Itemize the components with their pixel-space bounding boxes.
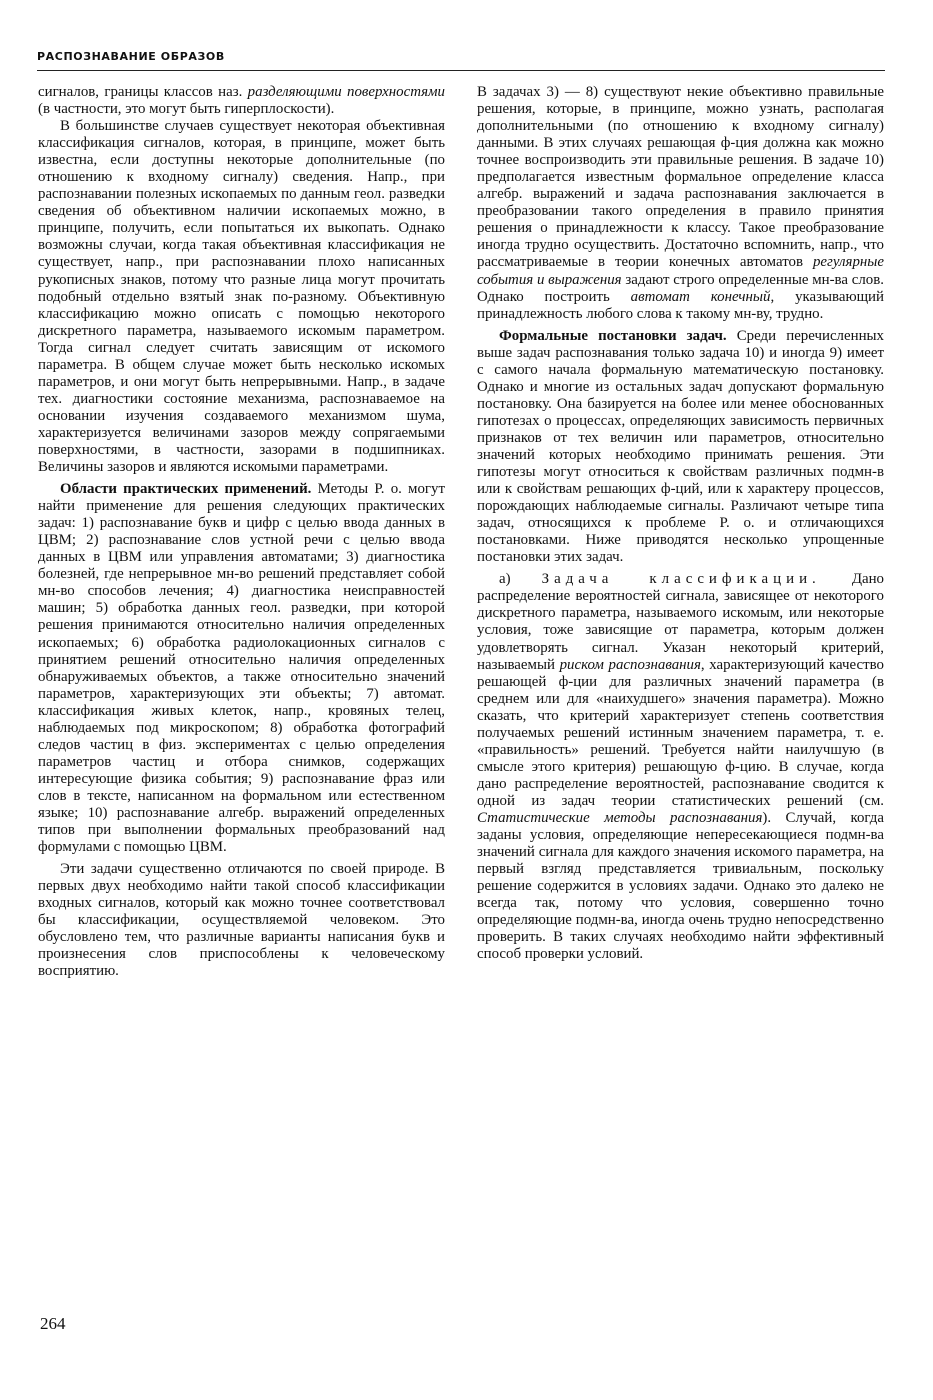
page-number: 264	[40, 1314, 66, 1333]
term-regular-events[interactable]: регулярные события и выражения	[477, 254, 884, 288]
right-column	[477, 84, 884, 963]
paragraph-classification-task: а) Задача классификации. Дано распределение вероятностей сигнала, зависящее от некоторого дискретного параметра, называемого искомым, или некоторые условия, тоже зависящие от параметра, которым должен удовлетворять сигнал. Указан некоторый критерий, называемый риском распознавания, характеризующий качество решающей ф-ции для различных значений параметра (в среднем или для «наихудшего» значения параметра). Можно сказать, что критерий характеризует степень соответствия получаемых решений истинным значением параметра, т. е. «правильность» решений. Требуется найти наилучшую (в смысле этого критерия) решающую ф-цию. В случае, когда дано распределение вероятностей, распознавание сводится к одной из задач теории статистических решений (см. Статистические методы распознавания). Случай, когда заданы условия, определяющие непересекающиеся подмн-ва значений сигнала для каждого значения искомого параметра, на первый взгляд представляется тривиальным, поскольку решение содержится в условиях задачи. Однако это далеко не всегда так, потому что условия, совершенно точно определяющие подмн-ва, иногда очень трудно непосредственно проверить. В таких случаях необходимо найти эффективный способ проверки условий.	[477, 571, 884, 963]
paragraph-formal-statements: Формальные постановки задач. Среди перечисленных выше задач распознавания только задача 10) и иногда 9) имеет с самого начала формальную математическую постановку. Однако и многие из остальных задач допускают формальную постановку. Она базируется на более или менее обоснованных гипотезах о процессах, определяющих зависимость первичных признаков от тех величин или параметров, относительно значений которых необходимо принимать решения. Эти гипотезы могут относиться к свойствам различных подмн-в или к свойствам решающих ф-ций, или к характеру процессов, порождающих наблюдаемые сигналы. Различают четыре типа задач, относящихся к проблеме Р. о. и отличающихся постановками. Ниже приводятся несколько упрощенные постановки этих задач.	[477, 327, 884, 566]
section-heading-applications: Области практических применений.	[60, 481, 312, 498]
paragraph-objective-classification: В большинстве случаев существует некоторая объективная классификация сигналов, которая, в принципе, может быть известна, если доступны некоторые дополнительные (по отношению к входному сигналу) сведения. Напр., при распознавании полезных ископаемых по данным геол. разведки сведения об объективном наличии ископаемых можно, в принципе, получить, если попытаться их выкопать. Однако возможны случаи, когда такая объективная классификация не существует, напр., при распознавании плохо написанных рукописных знаков, потому что разные лица могут прочитать подобный отдельно взятый знак по-разному. Объективную классификацию можно описать с помощью некоторого дискретного параметра, называемого искомым параметром. Тогда сигнал следует считать зависящим от искомого параметра. В общем случае может быть несколько искомых параметров, и они могут быть непрерывными. Напр., в задаче тех. диагностики состояние механизма, распознаваемое на основании изучения создаваемого механизмом шума, характеризуется величинами зазоров между сопрягаемыми поверхностями, в частности, зазорами в подшипниках. Величины зазоров и являются искомыми параметрами.	[38, 118, 445, 476]
header-rule	[37, 70, 885, 71]
subheading-classification-task: Задача классификации.	[541, 571, 821, 588]
term-separating-surfaces[interactable]: разделяющими поверхностями	[247, 84, 445, 100]
left-column	[38, 84, 445, 980]
paragraph-separating-surfaces: сигналов, границы классов наз. разделяющими поверхностями (в частности, это могут быть гиперплоскости).	[38, 84, 445, 118]
section-heading-formal-statements: Формальные постановки задач.	[499, 327, 727, 344]
paragraph-objective-solutions: В задачах 3) — 8) существуют некие объективно правильные решения, которые, в принципе, можно узнать, располагая дополнительными (по отношению к входному сигналу) данными. В этих случаях решающая ф-ция должна как можно точнее воспроизводить эти правильные решения. В задаче 10) предполагается известным формальное определение класса алгебр. выражений и задача распознавания заключается в преобразовании такого определения в правило принятия решения о принадлежности к классу. Такое преобразование иногда трудно осуществить. Достаточно вспомнить, напр., что рассматриваемые в теории конечных автоматов регулярные события и выражения задают строго определенные мн-ва слов. Однако построить автомат конечный, указывающий принадлежность любого слова к такому мн-ву, трудно.	[477, 84, 884, 322]
paragraph-task-differences: Эти задачи существенно отличаются по своей природе. В первых двух необходимо найти такой способ классификации входных сигналов, который как можно точнее соответствовал бы классификации, осуществляемой человеком. Это обусловлено тем, что различные варианты написания букв и произнесения слов приспособлены к человеческому восприятию.	[38, 861, 445, 980]
running-header: РАСПОЗНАВАНИЕ ОБРАЗОВ	[37, 50, 225, 63]
term-finite-automaton[interactable]: автомат конечный	[630, 288, 771, 305]
term-recognition-risk[interactable]: риском распознавания	[559, 656, 701, 673]
term-statistical-methods[interactable]: Статистические методы распознавания	[477, 809, 763, 826]
paragraph-applications: Области практических применений. Методы Р. о. могут найти применение для решения следующих практических задач: 1) распознавание букв и цифр с целью ввода данных в ЦВМ; 2) распознавание слов устной речи с целью ввода данных в ЦВМ или управления автоматами; 3) диагностика болезней, где непрерывное мн-во решений представляет собой мн-во способов лечения; 4) диагностика неисправностей машин; 5) обработка данных геол. разведки, при которой решения принимаются относительно наличия определенных ископаемых; 6) обработка радиолокационных сигналов с принятием решений относительно наличия определенных обнаруживаемых объектов, а также относительно значений параметров, характеризующих эти объекты; 7) автомат. классификация живых клеток, напр., кровяных телец, наблюдаемых под микроскопом; 8) обработка фотографий следов частиц в физ. экспериментах с целью определения параметров частиц и отбора снимков, содержащих интересующие физика события; 9) распознавание фраз или слов в тексте, написанном на формальном или естественном языке; 10) распознавание алгебр. выражений определенных типов при выполнении формальных преобразований над формулами с помощью ЦВМ.	[38, 481, 445, 856]
